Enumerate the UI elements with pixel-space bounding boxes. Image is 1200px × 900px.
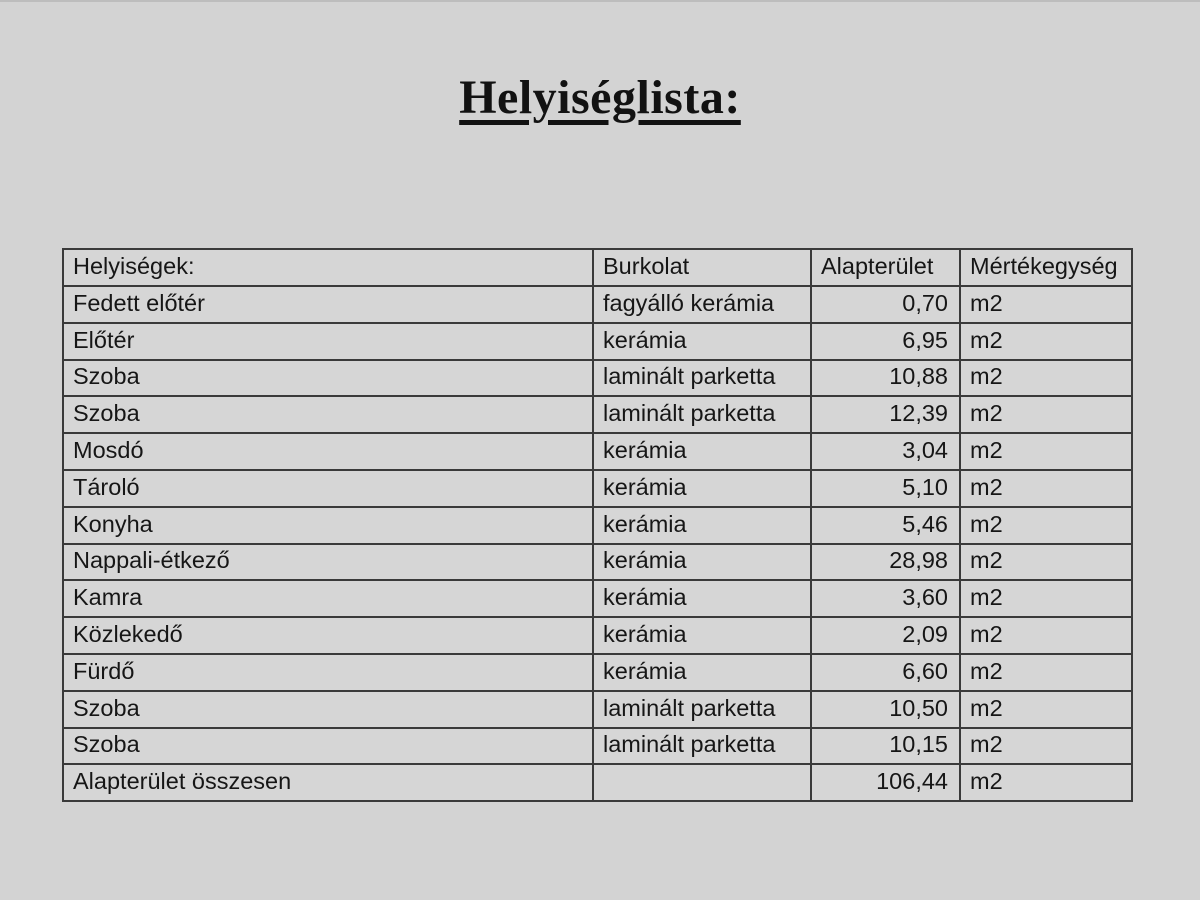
flooring-cell: laminált parketta <box>593 360 811 397</box>
column-header-flooring: Burkolat <box>593 249 811 286</box>
table-row <box>63 470 1132 507</box>
column-header-room: Helyiségek: <box>63 249 593 286</box>
flooring-cell: laminált parketta <box>593 728 811 765</box>
table-row <box>63 396 1132 433</box>
table-header-row <box>63 249 1132 286</box>
column-header-unit: Mértékegység <box>960 249 1132 286</box>
table-row <box>63 544 1132 581</box>
unit-cell: m2 <box>960 691 1132 728</box>
flooring-cell <box>593 764 811 801</box>
room-cell: Fedett előtér <box>63 286 593 323</box>
page-title: Helyiséglista: <box>459 71 741 124</box>
table-row <box>63 507 1132 544</box>
area-cell: 28,98 <box>811 544 960 581</box>
table-row <box>63 286 1132 323</box>
unit-cell: m2 <box>960 580 1132 617</box>
table-row <box>63 323 1132 360</box>
flooring-cell: fagyálló kerámia <box>593 286 811 323</box>
room-cell: Közlekedő <box>63 617 593 654</box>
room-cell: Mosdó <box>63 433 593 470</box>
unit-cell: m2 <box>960 433 1132 470</box>
flooring-cell: kerámia <box>593 544 811 581</box>
room-cell: Alapterület összesen <box>63 764 593 801</box>
area-cell: 10,88 <box>811 360 960 397</box>
area-cell: 106,44 <box>811 764 960 801</box>
area-cell: 3,60 <box>811 580 960 617</box>
unit-cell: m2 <box>960 470 1132 507</box>
flooring-cell: kerámia <box>593 617 811 654</box>
area-cell: 3,04 <box>811 433 960 470</box>
room-cell: Szoba <box>63 728 593 765</box>
unit-cell: m2 <box>960 507 1132 544</box>
room-cell: Szoba <box>63 360 593 397</box>
unit-cell: m2 <box>960 360 1132 397</box>
unit-cell: m2 <box>960 764 1132 801</box>
area-cell: 2,09 <box>811 617 960 654</box>
area-cell: 5,10 <box>811 470 960 507</box>
room-cell: Fürdő <box>63 654 593 691</box>
flooring-cell: kerámia <box>593 507 811 544</box>
table-row <box>63 580 1132 617</box>
area-cell: 12,39 <box>811 396 960 433</box>
room-list-table <box>62 248 1133 802</box>
room-cell: Tároló <box>63 470 593 507</box>
room-cell: Nappali-étkező <box>63 544 593 581</box>
table-row <box>63 728 1132 765</box>
room-cell: Kamra <box>63 580 593 617</box>
flooring-cell: kerámia <box>593 470 811 507</box>
flooring-cell: kerámia <box>593 580 811 617</box>
flooring-cell: kerámia <box>593 433 811 470</box>
area-cell: 5,46 <box>811 507 960 544</box>
table-row <box>63 654 1132 691</box>
flooring-cell: kerámia <box>593 323 811 360</box>
flooring-cell: laminált parketta <box>593 691 811 728</box>
unit-cell: m2 <box>960 396 1132 433</box>
table-row <box>63 360 1132 397</box>
unit-cell: m2 <box>960 323 1132 360</box>
table-row <box>63 433 1132 470</box>
area-cell: 0,70 <box>811 286 960 323</box>
table-row <box>63 764 1132 801</box>
table-row <box>63 691 1132 728</box>
flooring-cell: kerámia <box>593 654 811 691</box>
room-cell: Előtér <box>63 323 593 360</box>
unit-cell: m2 <box>960 286 1132 323</box>
table-body <box>63 286 1132 801</box>
room-cell: Konyha <box>63 507 593 544</box>
unit-cell: m2 <box>960 728 1132 765</box>
area-cell: 10,15 <box>811 728 960 765</box>
area-cell: 10,50 <box>811 691 960 728</box>
area-cell: 6,60 <box>811 654 960 691</box>
flooring-cell: laminált parketta <box>593 396 811 433</box>
column-header-area: Alapterület <box>811 249 960 286</box>
unit-cell: m2 <box>960 654 1132 691</box>
room-cell: Szoba <box>63 691 593 728</box>
unit-cell: m2 <box>960 617 1132 654</box>
area-cell: 6,95 <box>811 323 960 360</box>
unit-cell: m2 <box>960 544 1132 581</box>
table-row <box>63 617 1132 654</box>
room-cell: Szoba <box>63 396 593 433</box>
